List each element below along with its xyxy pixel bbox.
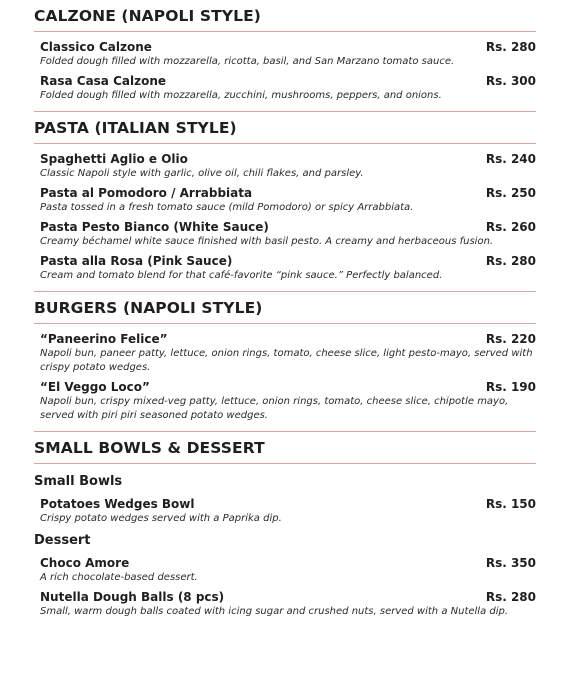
menu-item xyxy=(40,332,536,375)
item-price: Rs. 280 xyxy=(485,590,536,604)
item-price: Rs. 280 xyxy=(485,254,536,268)
subsection-title: Small Bowls xyxy=(34,474,123,489)
item-description: Classic Napoli style with garlic, olive oil, chili flakes, and parsley. xyxy=(40,168,364,179)
item-name: “Paneerino Felice” xyxy=(40,332,168,346)
item-description: Napoli bun, paneer patty, lettuce, onion rings, tomato, cheese slice, light pesto-mayo, served with crispy potato wedges. xyxy=(40,348,533,373)
section-items xyxy=(34,32,536,111)
section-title: CALZONE (NAPOLI STYLE) xyxy=(34,0,536,32)
menu-item xyxy=(40,590,536,619)
subsection-title: Dessert xyxy=(34,533,91,548)
section-items xyxy=(34,324,536,431)
item-price: Rs. 260 xyxy=(485,220,536,234)
menu-item xyxy=(40,254,536,283)
item-name: Spaghetti Aglio e Olio xyxy=(40,152,188,166)
menu-item xyxy=(40,40,536,69)
item-name: Potatoes Wedges Bowl xyxy=(40,497,195,511)
item-price: Rs. 190 xyxy=(485,380,536,394)
item-price: Rs. 150 xyxy=(485,497,536,511)
menu-item xyxy=(40,497,536,526)
item-name: Nutella Dough Balls (8 pcs) xyxy=(40,590,225,604)
menu-item xyxy=(40,220,536,249)
item-price: Rs. 250 xyxy=(485,186,536,200)
item-price: Rs. 280 xyxy=(485,40,536,54)
menu-item xyxy=(40,186,536,215)
item-description: Folded dough filled with mozzarella, zucchini, mushrooms, peppers, and onions. xyxy=(40,90,442,101)
menu-item xyxy=(40,380,536,423)
item-name: Pasta al Pomodoro / Arrabbiata xyxy=(40,186,253,200)
item-name: Choco Amore xyxy=(40,556,130,570)
item-price: Rs. 240 xyxy=(485,152,536,166)
item-name: “El Veggo Loco” xyxy=(40,380,150,394)
section-title: BURGERS (NAPOLI STYLE) xyxy=(34,291,536,324)
item-description: Pasta tossed in a fresh tomato sauce (mild Pomodoro) or spicy Arrabbiata. xyxy=(40,202,414,213)
section-items xyxy=(34,144,536,291)
item-description: Napoli bun, crispy mixed-veg patty, lettuce, onion rings, tomato, cheese slice, chipotle mayo, served with piri piri seasoned potato wedges. xyxy=(40,396,509,421)
item-name: Pasta alla Rosa (Pink Sauce) xyxy=(40,254,233,268)
menu-item xyxy=(40,152,536,181)
item-name: Pasta Pesto Bianco (White Sauce) xyxy=(40,220,269,234)
section-title: SMALL BOWLS & DESSERT xyxy=(34,431,536,464)
item-price: Rs. 350 xyxy=(485,556,536,570)
section-items xyxy=(34,464,536,627)
item-description: Small, warm dough balls coated with icing sugar and crushed nuts, served with a Nutella dip. xyxy=(40,606,509,617)
item-name: Rasa Casa Calzone xyxy=(40,74,167,88)
item-description: Crispy potato wedges served with a Paprika dip. xyxy=(40,513,282,524)
item-price: Rs. 220 xyxy=(485,332,536,346)
item-description: Creamy béchamel white sauce finished with basil pesto. A creamy and herbaceous fusion. xyxy=(40,236,494,247)
item-name: Classico Calzone xyxy=(40,40,152,54)
menu-item xyxy=(40,556,536,585)
section-title: PASTA (ITALIAN STYLE) xyxy=(34,111,536,144)
item-price: Rs. 300 xyxy=(485,74,536,88)
item-description: A rich chocolate-based dessert. xyxy=(40,572,198,583)
item-description: Folded dough filled with mozzarella, ricotta, basil, and San Marzano tomato sauce. xyxy=(40,56,455,67)
menu-item xyxy=(40,74,536,103)
item-description: Cream and tomato blend for that café-favorite “pink sauce.” Perfectly balanced. xyxy=(40,270,443,281)
